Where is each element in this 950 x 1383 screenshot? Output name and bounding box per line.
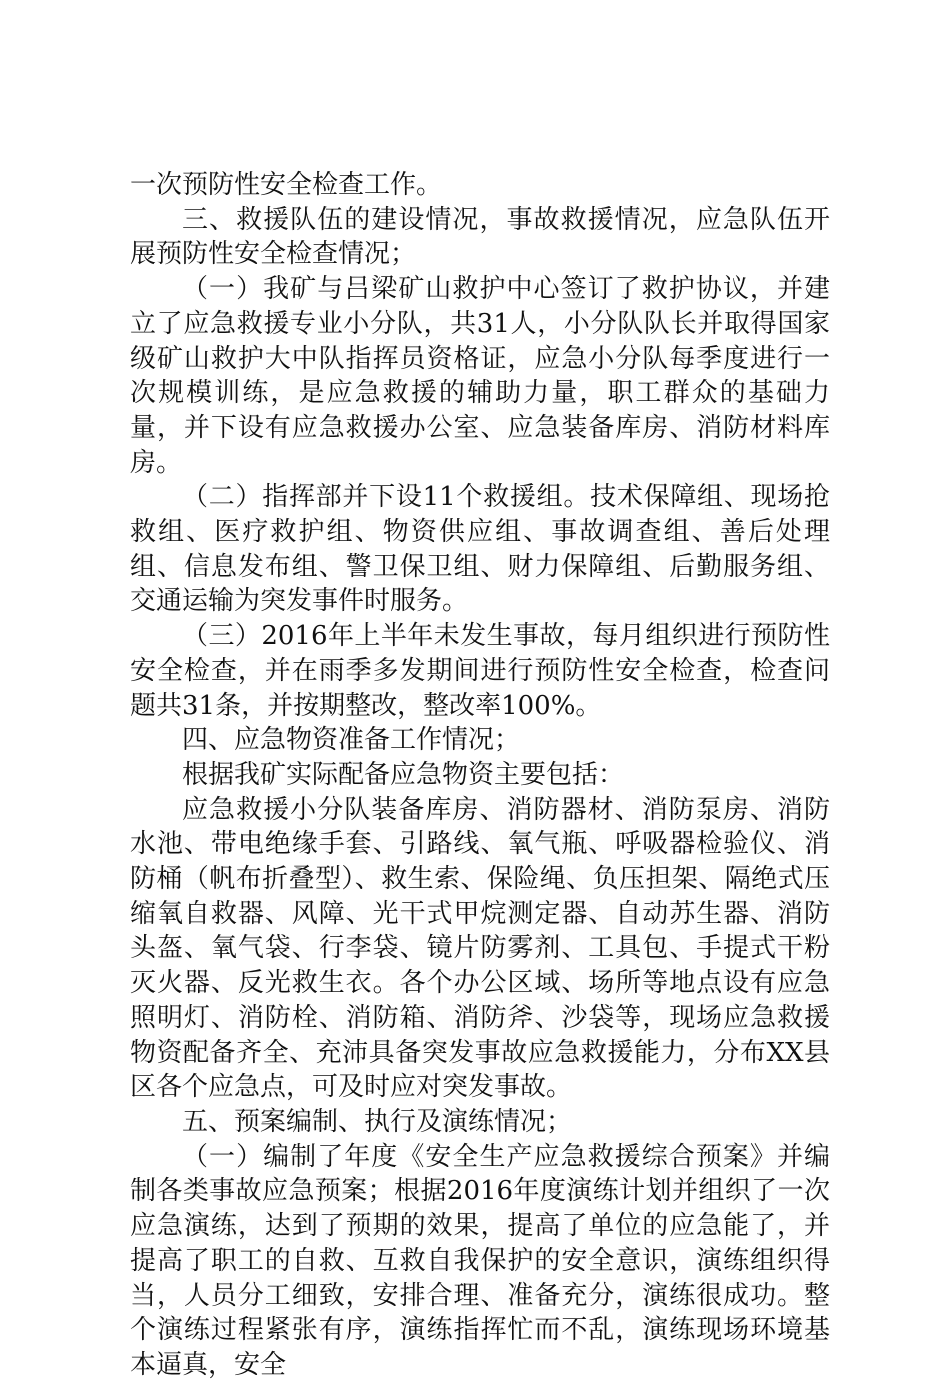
section-heading-supplies: 四、应急物资准备工作情况； xyxy=(182,725,521,756)
paragraph-safety-inspection: （三）2016年上半年未发生事故，每月组织进行预防性安全检查，并在雨季多发期间进行预防性安全检查，检查问题共31条，并按期整改，整改率100%。 xyxy=(130,621,830,721)
paragraph-supplies-intro: 根据我矿实际配备应急物资主要包括： xyxy=(182,759,625,790)
section-heading-rescue-team: 三、救援队伍的建设情况，事故救援情况，应急队伍开展预防性安全检查情况； xyxy=(130,204,830,270)
paragraph-rescue-agreement: （一）我矿与吕梁矿山救护中心签订了救护协议，并建立了应急救援专业小分队，共31人，小分队队长并取得国家级矿山救护大中队指挥员资格证，应急小分队每季度进行一次规模训练，是应急救援的辅助力量，职工群众的基础力量，并下设有应急救援办公室、应急装备库房、消防材料库房。 xyxy=(130,274,830,478)
document-page xyxy=(130,168,830,1383)
paragraph-supplies-list: 应急救援小分队装备库房、消防器材、消防泵房、消防水池、带电绝缘手套、引路线、氧气瓶、呼吸器检验仪、消防桶（帆布折叠型）、救生索、保险绳、负压担架、隔绝式压缩氧自救器、风障、光干式甲烷测定器、自动苏生器、消防头盔、氧气袋、行李袋、镜片防雾剂、工具包、手提式干粉灭火器、反光救生衣。各个办公区域、场所等地点设有应急照明灯、消防栓、消防箱、消防斧、沙袋等，现场应急救援物资配备齐全、充沛具备突发事故应急救援能力，分布XX县区各个应急点，可及时应对突发事故。 xyxy=(130,794,830,1103)
paragraph-rescue-groups: （二）指挥部并下设11个救援组。技术保障组、现场抢救组、医疗救护组、物资供应组、事故调查组、善后处理组、信息发布组、警卫保卫组、财力保障组、后勤服务组、交通运输为突发事件时服务。 xyxy=(130,482,830,617)
paragraph-drill-report: （一）编制了年度《安全生产应急救援综合预案》并编制各类事故应急预案；根据2016年度演练计划并组织了一次应急演练，达到了预期的效果，提高了单位的应急能了，并提高了职工的自救、互救自我保护的安全意识，演练组织得当，人员分工细致，安排合理、准备充分，演练很成功。整个演练过程紧张有序，演练指挥忙而不乱，演练现场环境基本逼真，安全 xyxy=(130,1141,830,1380)
paragraph-continuation: 一次预防性安全检查工作。 xyxy=(130,170,443,200)
section-heading-plans-drills: 五、预案编制、执行及演练情况； xyxy=(182,1106,573,1137)
